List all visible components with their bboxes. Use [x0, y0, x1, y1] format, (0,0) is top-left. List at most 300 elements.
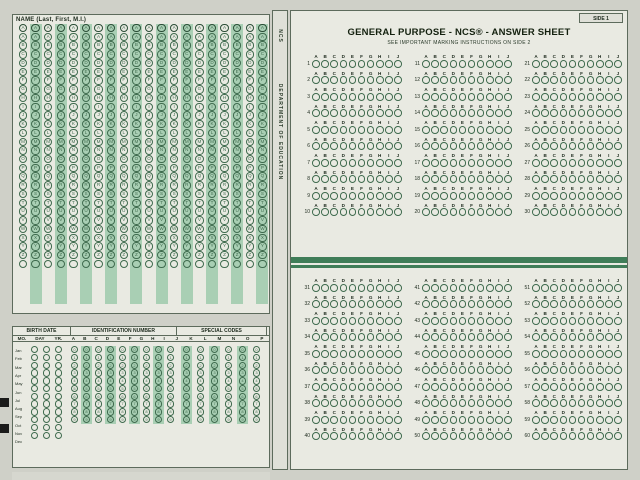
name-bubble[interactable]: P	[57, 164, 65, 172]
name-bubble[interactable]: N	[208, 146, 216, 154]
name-bubble[interactable]: C	[69, 50, 77, 58]
name-bubble[interactable]: O	[69, 155, 77, 163]
bottom-bubble[interactable]: 6	[167, 393, 174, 400]
bottom-bubble[interactable]: 0	[167, 346, 174, 353]
name-bubble[interactable]: A	[145, 33, 153, 41]
option-bubble-f[interactable]	[358, 399, 366, 407]
name-bubble[interactable]: C	[208, 50, 216, 58]
name-bubble[interactable]: F	[157, 76, 165, 84]
name-bubble[interactable]: E	[132, 68, 140, 76]
name-bubble[interactable]: N	[157, 146, 165, 154]
name-bubble[interactable]: M	[170, 138, 178, 146]
option-bubble-g[interactable]	[477, 142, 485, 150]
name-bubble-column[interactable]	[193, 24, 205, 304]
option-bubble-b[interactable]	[321, 60, 329, 68]
bottom-bubble[interactable]: 4	[155, 377, 162, 384]
option-bubble-i[interactable]	[495, 317, 503, 325]
bottom-bubble[interactable]: 9	[253, 416, 260, 423]
option-bubble-a[interactable]	[422, 192, 430, 200]
option-bubble-g[interactable]	[367, 208, 375, 216]
option-bubbles[interactable]	[422, 142, 513, 150]
name-bubble[interactable]: K	[19, 120, 27, 128]
name-bubble[interactable]: V	[94, 216, 102, 224]
name-bubble[interactable]: J	[69, 111, 77, 119]
option-bubble-e[interactable]	[459, 383, 467, 391]
name-bubble[interactable]: K	[31, 120, 39, 128]
name-bubble[interactable]: K	[170, 120, 178, 128]
name-bubble[interactable]: C	[233, 50, 241, 58]
option-bubble-i[interactable]	[605, 109, 613, 117]
bottom-bubble[interactable]: 7	[131, 400, 138, 407]
option-bubbles[interactable]	[422, 208, 513, 216]
name-bubble[interactable]: I	[145, 103, 153, 111]
name-bubble[interactable]: K	[132, 120, 140, 128]
option-bubble-c[interactable]	[330, 175, 338, 183]
option-bubble-a[interactable]	[422, 366, 430, 374]
name-bubble[interactable]: I	[94, 103, 102, 111]
name-bubble[interactable]: D	[19, 59, 27, 67]
option-bubble-b[interactable]	[321, 350, 329, 358]
name-bubble[interactable]: Z	[220, 251, 228, 259]
name-bubble[interactable]: U	[132, 207, 140, 215]
name-bubble[interactable]: R	[107, 181, 115, 189]
name-bubble[interactable]: J	[120, 111, 128, 119]
option-bubble-g[interactable]	[587, 366, 595, 374]
option-bubble-i[interactable]	[605, 60, 613, 68]
name-bubble[interactable]: H	[183, 94, 191, 102]
bottom-bubble[interactable]: 6	[131, 393, 138, 400]
answer-column[interactable]	[519, 51, 622, 216]
option-bubble-b[interactable]	[431, 93, 439, 101]
name-bubble[interactable]: P	[82, 164, 90, 172]
option-bubble-f[interactable]	[468, 317, 476, 325]
bottom-bubble[interactable]	[43, 432, 50, 439]
name-bubble[interactable]: U	[94, 207, 102, 215]
option-bubble-e[interactable]	[569, 109, 577, 117]
name-bubble[interactable]: X	[233, 234, 241, 242]
name-bubble[interactable]: B	[145, 41, 153, 49]
name-bubble[interactable]: J	[220, 111, 228, 119]
option-bubble-a[interactable]	[312, 284, 320, 292]
bottom-bubble[interactable]: 9	[225, 416, 232, 423]
bottom-bubble[interactable]: 8	[119, 408, 126, 415]
bottom-bubble[interactable]: 5	[197, 385, 204, 392]
option-bubble-j[interactable]	[504, 175, 512, 183]
name-bubble[interactable]: S	[157, 190, 165, 198]
answer-row[interactable]	[409, 167, 512, 184]
bottom-bubble[interactable]: 2	[107, 362, 114, 369]
bottom-bubble[interactable]	[31, 393, 38, 400]
option-bubble-g[interactable]	[587, 333, 595, 341]
name-bubble[interactable]: K	[157, 120, 165, 128]
name-bubble[interactable]: M	[157, 138, 165, 146]
name-bubble[interactable]: T	[69, 199, 77, 207]
name-bubble[interactable]: G	[195, 85, 203, 93]
option-bubble-d[interactable]	[450, 399, 458, 407]
bottom-bubble[interactable]: 4	[225, 377, 232, 384]
option-bubble-g[interactable]	[367, 432, 375, 440]
option-bubble-g[interactable]	[587, 93, 595, 101]
name-bubble-column[interactable]	[206, 24, 218, 304]
option-bubble-j[interactable]	[504, 208, 512, 216]
option-bubble-e[interactable]	[569, 93, 577, 101]
option-bubble-f[interactable]	[578, 76, 586, 84]
option-bubbles[interactable]	[422, 317, 513, 325]
name-bubble[interactable]: S	[57, 190, 65, 198]
name-bubble[interactable]: O	[94, 155, 102, 163]
name-bubble[interactable]: N	[170, 146, 178, 154]
bottom-bubble[interactable]: 5	[83, 385, 90, 392]
name-bubble-column[interactable]	[30, 24, 42, 304]
option-bubble-g[interactable]	[587, 192, 595, 200]
option-bubble-d[interactable]	[450, 333, 458, 341]
option-bubbles[interactable]	[312, 60, 403, 68]
option-bubble-b[interactable]	[541, 383, 549, 391]
option-bubble-d[interactable]	[560, 383, 568, 391]
name-bubble[interactable]: T	[208, 199, 216, 207]
option-bubble-j[interactable]	[394, 60, 402, 68]
option-bubble-f[interactable]	[358, 175, 366, 183]
name-bubble[interactable]: O	[132, 155, 140, 163]
bottom-bubble-column[interactable]	[181, 346, 192, 424]
name-bubble[interactable]: G	[44, 85, 52, 93]
name-bubble[interactable]: K	[246, 120, 254, 128]
name-bubble[interactable]: A	[44, 24, 52, 32]
option-bubble-j[interactable]	[504, 76, 512, 84]
name-bubble[interactable]: Y	[57, 242, 65, 250]
option-bubble-f[interactable]	[468, 60, 476, 68]
name-bubble[interactable]: C	[82, 50, 90, 58]
option-bubble-f[interactable]	[468, 76, 476, 84]
option-bubble-a[interactable]	[532, 126, 540, 134]
answer-row[interactable]	[409, 51, 512, 68]
option-bubble-c[interactable]	[550, 284, 558, 292]
name-bubble[interactable]: U	[246, 207, 254, 215]
bottom-bubble[interactable]: 0	[253, 346, 260, 353]
name-bubble[interactable]: E	[31, 68, 39, 76]
option-bubble-b[interactable]	[321, 333, 329, 341]
name-bubble[interactable]: B	[183, 41, 191, 49]
name-bubble[interactable]: T	[195, 199, 203, 207]
name-bubble[interactable]: H	[208, 94, 216, 102]
option-bubble-a[interactable]	[312, 300, 320, 308]
name-bubble[interactable]: W	[82, 225, 90, 233]
option-bubble-d[interactable]	[340, 399, 348, 407]
name-bubble[interactable]: H	[220, 94, 228, 102]
bottom-bubble[interactable]: 5	[225, 385, 232, 392]
option-bubble-d[interactable]	[340, 93, 348, 101]
name-bubble[interactable]: Z	[157, 251, 165, 259]
option-bubble-i[interactable]	[385, 416, 393, 424]
name-bubble[interactable]: M	[258, 138, 266, 146]
option-bubble-h[interactable]	[376, 93, 384, 101]
name-bubble[interactable]: H	[132, 94, 140, 102]
option-bubble-c[interactable]	[330, 76, 338, 84]
name-bubble[interactable]: P	[258, 164, 266, 172]
option-bubble-d[interactable]	[450, 300, 458, 308]
name-bubble[interactable]: N	[94, 146, 102, 154]
bottom-bubble[interactable]	[55, 346, 62, 353]
name-bubble[interactable]: A	[120, 24, 128, 32]
option-bubble-b[interactable]	[541, 126, 549, 134]
name-bubble[interactable]: S	[132, 190, 140, 198]
option-bubble-a[interactable]	[422, 175, 430, 183]
name-bubble[interactable]: N	[57, 146, 65, 154]
option-bubble-e[interactable]	[569, 350, 577, 358]
name-bubble[interactable]: Z	[132, 251, 140, 259]
option-bubble-c[interactable]	[550, 126, 558, 134]
option-bubble-f[interactable]	[468, 208, 476, 216]
name-bubble[interactable]: R	[258, 181, 266, 189]
option-bubble-b[interactable]	[541, 60, 549, 68]
option-bubble-e[interactable]	[349, 142, 357, 150]
option-bubble-i[interactable]	[495, 60, 503, 68]
bottom-bubble[interactable]: 9	[131, 416, 138, 423]
option-bubble-h[interactable]	[376, 126, 384, 134]
option-bubble-b[interactable]	[321, 416, 329, 424]
bottom-bubble[interactable]: 7	[167, 400, 174, 407]
name-bubble[interactable]: T	[220, 199, 228, 207]
option-bubble-b[interactable]	[541, 93, 549, 101]
name-bubble[interactable]: T	[107, 199, 115, 207]
name-bubble[interactable]: B	[132, 41, 140, 49]
name-bubble[interactable]: A	[69, 24, 77, 32]
name-bubble[interactable]: H	[170, 94, 178, 102]
name-bubble[interactable]: P	[69, 164, 77, 172]
name-bubble[interactable]: Y	[132, 242, 140, 250]
answer-row[interactable]	[519, 51, 622, 68]
option-bubble-j[interactable]	[614, 142, 622, 150]
answer-row[interactable]	[519, 84, 622, 101]
option-bubble-f[interactable]	[468, 300, 476, 308]
name-bubble[interactable]: H	[157, 94, 165, 102]
name-bubble[interactable]: T	[258, 199, 266, 207]
option-bubble-h[interactable]	[486, 142, 494, 150]
option-bubble-h[interactable]	[486, 350, 494, 358]
name-bubble[interactable]: U	[233, 207, 241, 215]
option-bubble-g[interactable]	[587, 109, 595, 117]
option-bubbles[interactable]	[422, 93, 513, 101]
answer-row[interactable]	[299, 117, 402, 134]
bottom-bubble[interactable]: 9	[143, 416, 150, 423]
name-bubble[interactable]: M	[220, 138, 228, 146]
option-bubble-f[interactable]	[358, 383, 366, 391]
option-bubble-f[interactable]	[358, 366, 366, 374]
name-bubble[interactable]: D	[170, 59, 178, 67]
name-bubble[interactable]: G	[94, 85, 102, 93]
option-bubble-b[interactable]	[431, 159, 439, 167]
bottom-bubble[interactable]	[43, 346, 50, 353]
name-bubble[interactable]: E	[170, 68, 178, 76]
name-bubble[interactable]: R	[31, 181, 39, 189]
bottom-bubble[interactable]: 6	[253, 393, 260, 400]
option-bubble-d[interactable]	[560, 208, 568, 216]
name-bubble[interactable]: Q	[44, 172, 52, 180]
bottom-bubble[interactable]: 2	[119, 362, 126, 369]
name-bubble[interactable]: D	[258, 59, 266, 67]
option-bubble-i[interactable]	[605, 432, 613, 440]
answer-row[interactable]	[409, 358, 512, 375]
name-bubble[interactable]: Q	[170, 172, 178, 180]
name-bubble[interactable]: O	[82, 155, 90, 163]
option-bubbles[interactable]	[312, 350, 403, 358]
bottom-bubble[interactable]: 5	[107, 385, 114, 392]
name-bubble[interactable]: G	[258, 85, 266, 93]
option-bubble-a[interactable]	[422, 317, 430, 325]
option-bubble-i[interactable]	[385, 93, 393, 101]
name-bubble[interactable]: V	[246, 216, 254, 224]
name-bubble[interactable]: Y	[120, 242, 128, 250]
name-bubble[interactable]: D	[94, 59, 102, 67]
option-bubble-a[interactable]	[422, 333, 430, 341]
bottom-bubble[interactable]: 9	[119, 416, 126, 423]
option-bubble-e[interactable]	[569, 142, 577, 150]
option-bubble-c[interactable]	[440, 383, 448, 391]
name-bubble[interactable]: O	[44, 155, 52, 163]
option-bubble-i[interactable]	[495, 192, 503, 200]
bottom-bubble[interactable]: 8	[253, 408, 260, 415]
answer-row[interactable]	[519, 101, 622, 118]
option-bubble-j[interactable]	[394, 399, 402, 407]
option-bubbles[interactable]	[422, 432, 513, 440]
name-bubble[interactable]: F	[183, 76, 191, 84]
option-bubble-e[interactable]	[459, 60, 467, 68]
bottom-bubble[interactable]: 1	[83, 354, 90, 361]
bottom-bubble[interactable]	[55, 408, 62, 415]
answer-row[interactable]	[519, 391, 622, 408]
bottom-bubble[interactable]	[31, 400, 38, 407]
bottom-bubble[interactable]: 3	[225, 369, 232, 376]
bottom-bubble[interactable]	[43, 424, 50, 431]
option-bubble-i[interactable]	[385, 60, 393, 68]
option-bubble-d[interactable]	[560, 432, 568, 440]
option-bubble-e[interactable]	[349, 383, 357, 391]
name-bubble[interactable]: O	[19, 155, 27, 163]
name-bubble[interactable]: S	[170, 190, 178, 198]
name-bubble[interactable]: J	[258, 111, 266, 119]
option-bubble-d[interactable]	[560, 300, 568, 308]
bottom-bubble[interactable]: 6	[83, 393, 90, 400]
bottom-bubble[interactable]: 2	[183, 362, 190, 369]
option-bubble-f[interactable]	[578, 432, 586, 440]
option-bubble-c[interactable]	[440, 60, 448, 68]
name-bubble[interactable]: B	[19, 41, 27, 49]
bottom-bubble[interactable]: 7	[183, 400, 190, 407]
option-bubble-c[interactable]	[440, 76, 448, 84]
name-bubble[interactable]: V	[157, 216, 165, 224]
name-bubble[interactable]: S	[94, 190, 102, 198]
option-bubble-i[interactable]	[605, 416, 613, 424]
option-bubble-j[interactable]	[394, 126, 402, 134]
name-bubble[interactable]: M	[31, 138, 39, 146]
name-bubble[interactable]	[195, 260, 203, 268]
name-bubble[interactable]: P	[157, 164, 165, 172]
option-bubble-i[interactable]	[605, 142, 613, 150]
name-bubble[interactable]: L	[157, 129, 165, 137]
name-bubble[interactable]: Y	[233, 242, 241, 250]
name-bubble[interactable]: C	[57, 50, 65, 58]
option-bubble-d[interactable]	[450, 350, 458, 358]
option-bubble-j[interactable]	[394, 93, 402, 101]
bottom-bubble[interactable]: 0	[239, 346, 246, 353]
name-bubble[interactable]: J	[82, 111, 90, 119]
option-bubble-f[interactable]	[468, 159, 476, 167]
bottom-bubble[interactable]: 9	[239, 416, 246, 423]
option-bubble-e[interactable]	[349, 109, 357, 117]
option-bubble-f[interactable]	[358, 192, 366, 200]
name-bubble[interactable]: S	[183, 190, 191, 198]
bottom-bubble[interactable]: 0	[225, 346, 232, 353]
answer-row[interactable]	[519, 183, 622, 200]
option-bubble-d[interactable]	[450, 416, 458, 424]
bottom-bubble[interactable]: 2	[83, 362, 90, 369]
option-bubble-c[interactable]	[330, 93, 338, 101]
name-bubble[interactable]: I	[120, 103, 128, 111]
name-bubble[interactable]: M	[195, 138, 203, 146]
name-bubble[interactable]: G	[157, 85, 165, 93]
bottom-bubble[interactable]	[43, 362, 50, 369]
name-bubble[interactable]: G	[183, 85, 191, 93]
option-bubble-e[interactable]	[349, 300, 357, 308]
option-bubble-i[interactable]	[385, 192, 393, 200]
option-bubble-e[interactable]	[459, 175, 467, 183]
name-bubble[interactable]: G	[82, 85, 90, 93]
name-bubble[interactable]: V	[233, 216, 241, 224]
bottom-bubble[interactable]: 6	[211, 393, 218, 400]
option-bubble-e[interactable]	[569, 76, 577, 84]
name-bubble[interactable]: Z	[107, 251, 115, 259]
option-bubble-f[interactable]	[578, 300, 586, 308]
option-bubble-g[interactable]	[367, 333, 375, 341]
name-bubble[interactable]: H	[145, 94, 153, 102]
name-bubble[interactable]: P	[145, 164, 153, 172]
option-bubble-a[interactable]	[312, 208, 320, 216]
name-bubble[interactable]: B	[31, 41, 39, 49]
option-bubble-g[interactable]	[367, 317, 375, 325]
answer-row[interactable]	[299, 407, 402, 424]
option-bubble-h[interactable]	[486, 109, 494, 117]
option-bubble-c[interactable]	[550, 317, 558, 325]
name-bubble-column[interactable]	[168, 24, 180, 304]
option-bubble-b[interactable]	[431, 175, 439, 183]
name-bubble[interactable]: A	[233, 24, 241, 32]
name-bubble[interactable]: T	[170, 199, 178, 207]
option-bubbles[interactable]	[422, 284, 513, 292]
name-bubble[interactable]: J	[145, 111, 153, 119]
option-bubble-j[interactable]	[394, 432, 402, 440]
option-bubble-g[interactable]	[477, 93, 485, 101]
name-bubble[interactable]: Q	[208, 172, 216, 180]
option-bubble-g[interactable]	[587, 383, 595, 391]
answer-row[interactable]	[409, 407, 512, 424]
option-bubble-c[interactable]	[440, 93, 448, 101]
name-bubble[interactable]: H	[195, 94, 203, 102]
name-bubble[interactable]: N	[19, 146, 27, 154]
option-bubble-a[interactable]	[532, 175, 540, 183]
bottom-bubble[interactable]: 8	[211, 408, 218, 415]
option-bubble-f[interactable]	[468, 192, 476, 200]
name-bubble[interactable]	[170, 260, 178, 268]
name-bubble[interactable]: A	[82, 33, 90, 41]
option-bubble-e[interactable]	[569, 159, 577, 167]
bottom-bubble[interactable]: 8	[183, 408, 190, 415]
option-bubble-i[interactable]	[605, 333, 613, 341]
name-bubble[interactable]: W	[208, 225, 216, 233]
option-bubble-f[interactable]	[358, 208, 366, 216]
option-bubble-j[interactable]	[504, 126, 512, 134]
option-bubble-b[interactable]	[321, 284, 329, 292]
name-bubble[interactable]: Z	[120, 251, 128, 259]
